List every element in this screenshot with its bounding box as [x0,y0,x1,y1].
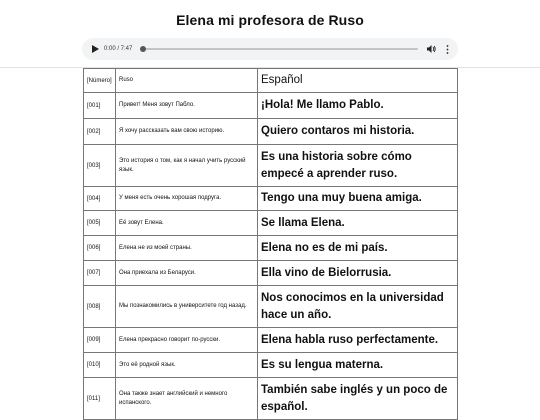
play-icon [92,45,99,53]
row-spanish: Es una historia sobre cómo empecé a aprender ruso. [258,145,458,187]
header-number: [Número] [84,69,116,93]
table-header-row [84,69,458,93]
row-number: [005] [84,211,116,236]
audio-time: 0:00 / 7:47 [104,46,133,52]
row-russian: Елена не из моей страны. [116,236,258,261]
row-russian: Мы познакомились в университете год назад. [116,286,258,328]
table-row [84,261,458,286]
table-row [84,328,458,353]
table-row [84,187,458,211]
row-russian: Она также знает английский и немного испанского. [116,378,258,420]
audio-player[interactable] [82,38,458,60]
row-spanish: Se llama Elena. [258,211,458,236]
row-spanish: Nos conocimos en la universidad hace un año. [258,286,458,328]
row-russian: Это история о том, как я начал учить русский язык. [116,145,258,187]
row-russian: Елена прекрасно говорит по-русски. [116,328,258,353]
row-russian: Привет! Меня зовут Пабло. [116,93,258,119]
row-spanish: Elena no es de mi país. [258,236,458,261]
table-row [84,211,458,236]
row-number: [010] [84,353,116,378]
seek-knob[interactable] [140,46,146,52]
volume-button[interactable] [426,44,436,54]
row-spanish: Es su lengua materna. [258,353,458,378]
table-row [84,236,458,261]
row-spanish: Elena habla ruso perfectamente. [258,328,458,353]
table-row [84,353,458,378]
volume-icon [427,45,436,53]
play-button[interactable] [90,44,100,54]
row-spanish: Tengo una muy buena amiga. [258,187,458,211]
phrase-table [83,68,458,420]
row-spanish: Ella vino de Bielorrusia. [258,261,458,286]
row-russian: У меня есть очень хорошая подруга. [116,187,258,211]
row-number: [003] [84,145,116,187]
row-spanish: Quiero contaros mi historia. [258,119,458,145]
header-spanish: Español [258,69,458,93]
row-spanish: ¡Hola! Me llamo Pablo. [258,93,458,119]
table-row [84,286,458,328]
header-russian: Ruso [116,69,258,93]
row-russian: Это её родной язык. [116,353,258,378]
row-number: [011] [84,378,116,420]
more-options-button[interactable] [442,44,452,54]
row-number: [008] [84,286,116,328]
row-number: [006] [84,236,116,261]
page-title: Elena mi profesora de Ruso [176,12,364,28]
row-russian: Она приехала из Беларуси. [116,261,258,286]
table-row [84,378,458,420]
more-vertical-icon [446,45,449,54]
table-row [84,93,458,119]
table-row [84,145,458,187]
seek-bar[interactable] [140,48,418,50]
row-russian: Я хочу рассказать вам свою историю. [116,119,258,145]
row-number: [009] [84,328,116,353]
row-number: [002] [84,119,116,145]
row-number: [001] [84,93,116,119]
row-number: [004] [84,187,116,211]
row-number: [007] [84,261,116,286]
row-spanish: También sabe inglés y un poco de español. [258,378,458,420]
table-row [84,119,458,145]
row-russian: Её зовут Елена. [116,211,258,236]
